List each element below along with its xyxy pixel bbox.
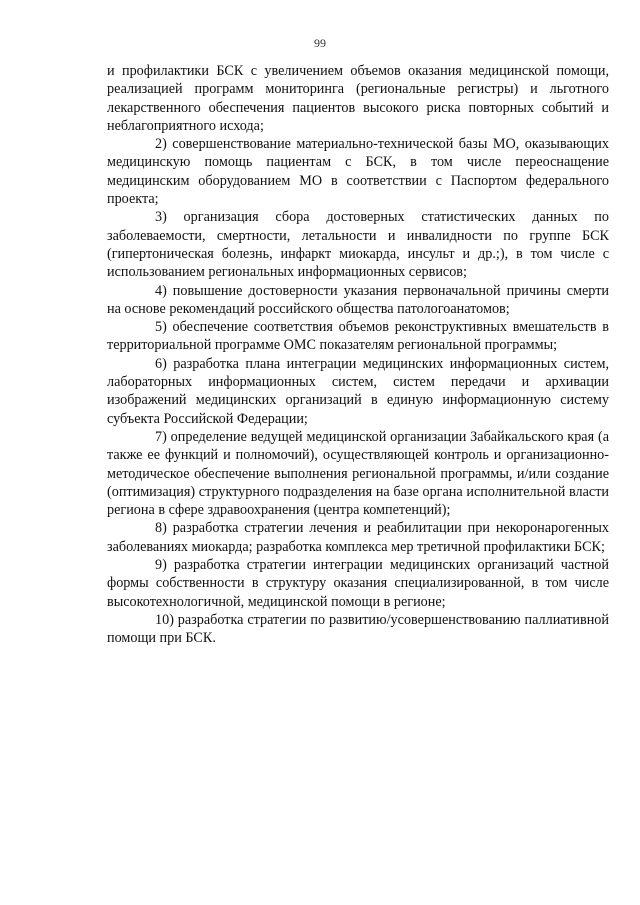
list-item-5: 5) обеспечение соответствия объемов реконструктивных вмешательств в территориальной программе ОМС показателям региональной программы;: [107, 319, 609, 354]
list-item-2: 2) совершенствование материально-технической базы МО, оказывающих медицинскую помощь пациентам с БСК, в том числе переоснащение медицинским оборудованием МО в соответствии с Паспортом федерального проекта;: [107, 136, 609, 208]
list-item-10: 10) разработка стратегии по развитию/усовершенствованию паллиативной помощи при БСК.: [107, 611, 609, 647]
paragraph-continuation: и профилактики БСК с увеличением объемов оказания медицинской помощи, реализацией программ мониторинга (региональные регистры) и льготного лекарственного обеспечения пациентов высокого риска повторных событий и неблагоприятного исхода;: [107, 63, 609, 134]
list-item-9: 9) разработка стратегии интеграции медицинских организаций частной формы собственности в структуру оказания специализированной, в том числе высокотехнологичной, медицинской помощи в регионе;: [107, 557, 609, 610]
list-item-3: 3) организация сбора достоверных статистических данных по заболеваемости, смертности, летальности и инвалидности по группе БСК (гипертоническая болезнь, инфаркт миокарда, инсульт и др.;), в том числе с использованием региональных информационных сервисов;: [107, 209, 609, 281]
list-item-8: 8) разработка стратегии лечения и реабилитации при некоронарогенных заболеваниях миокарда; разработка комплекса мер третичной профилактики БСК;: [107, 520, 609, 555]
list-item-4: 4) повышение достоверности указания первоначальной причины смерти на основе рекомендаций российского общества патологоанатомов;: [107, 282, 609, 317]
document-body: [107, 62, 609, 648]
page-number: 99: [314, 36, 326, 50]
list-item-7: 7) определение ведущей медицинской организации Забайкальского края (а также ее функций и полномочий), осуществляющей контроль и организационно-методическое обеспечение выполнения региональной программы, и/или создание (оптимизация) структурного подразделения на базе органа исполнительной власти региона в сфере здравоохранения (центра компетенций);: [107, 428, 609, 519]
list-item-6: 6) разработка плана интеграции медицинских информационных систем, лабораторных информационных систем, систем передачи и архивации изображений медицинских организаций в единую информационную систему субъекта Российской Федерации;: [107, 355, 609, 427]
